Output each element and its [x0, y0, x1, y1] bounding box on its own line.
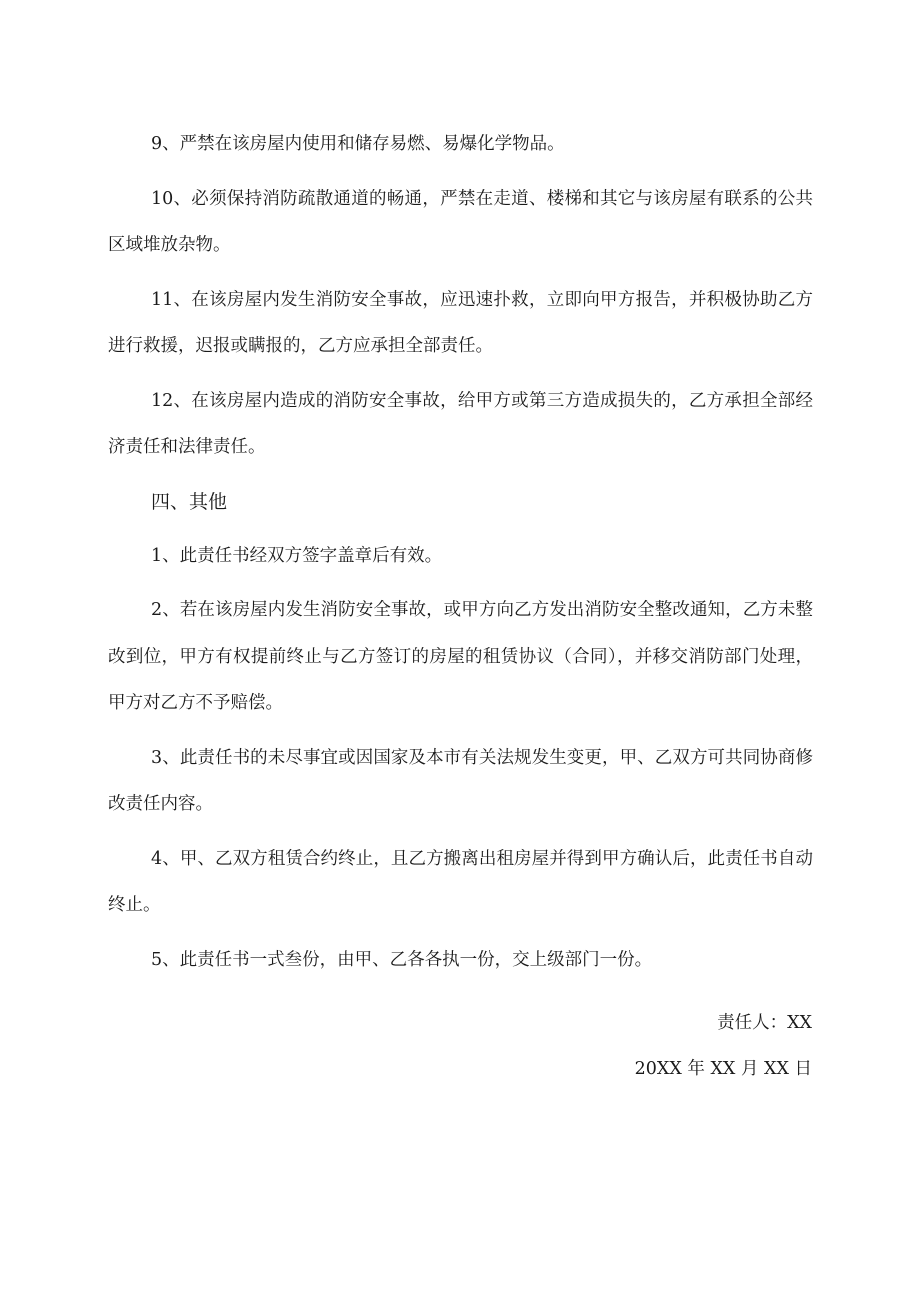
other-item-3-paragraph: 3、此责任书的未尽事宜或因国家及本市有关法规发生变更，甲、乙双方可共同协商修改责任内容。: [108, 747, 813, 814]
clause-10-paragraph: 10、必须保持消防疏散通道的畅通，严禁在走道、楼梯和其它与该房屋有联系的公共区域堆放杂物。: [108, 188, 813, 255]
other-item-5-paragraph: 5、此责任书一式叁份，由甲、乙各各执一份，交上级部门一份。: [151, 949, 653, 970]
section-heading-other: 四、其他: [151, 490, 228, 513]
clause-9-paragraph: 9、严禁在该房屋内使用和储存易燃、易爆化学物品。: [151, 134, 565, 154]
other-item-2-paragraph: 2、若在该房屋内发生消防安全事故，或甲方向乙方发出消防安全整改通知，乙方未整改到位，甲方有权提前终止与乙方签订的房屋的租赁协议（合同），并移交消防部门处理，甲方对乙方不予赔偿。: [108, 600, 813, 713]
clause-11-paragraph: 11、在该房屋内发生消防安全事故，应迅速扑救，立即向甲方报告，并积极协助乙方进行救援，迟报或瞒报的，乙方应承担全部责任。: [108, 289, 813, 356]
signature-responsible-person: 责任人：XX: [717, 1013, 812, 1033]
clause-12-paragraph: 12、在该房屋内造成的消防安全事故，给甲方或第三方造成损失的，乙方承担全部经济责任和法律责任。: [108, 390, 813, 457]
signature-date: 20XX 年 XX 月 XX 日: [634, 1059, 812, 1079]
document-body: [108, 121, 813, 991]
other-item-1-paragraph: 1、此责任书经双方签字盖章后有效。: [151, 545, 443, 566]
other-item-4-paragraph: 4、甲、乙双方租赁合约终止，且乙方搬离出租房屋并得到甲方确认后，此责任书自动终止。: [108, 848, 813, 915]
